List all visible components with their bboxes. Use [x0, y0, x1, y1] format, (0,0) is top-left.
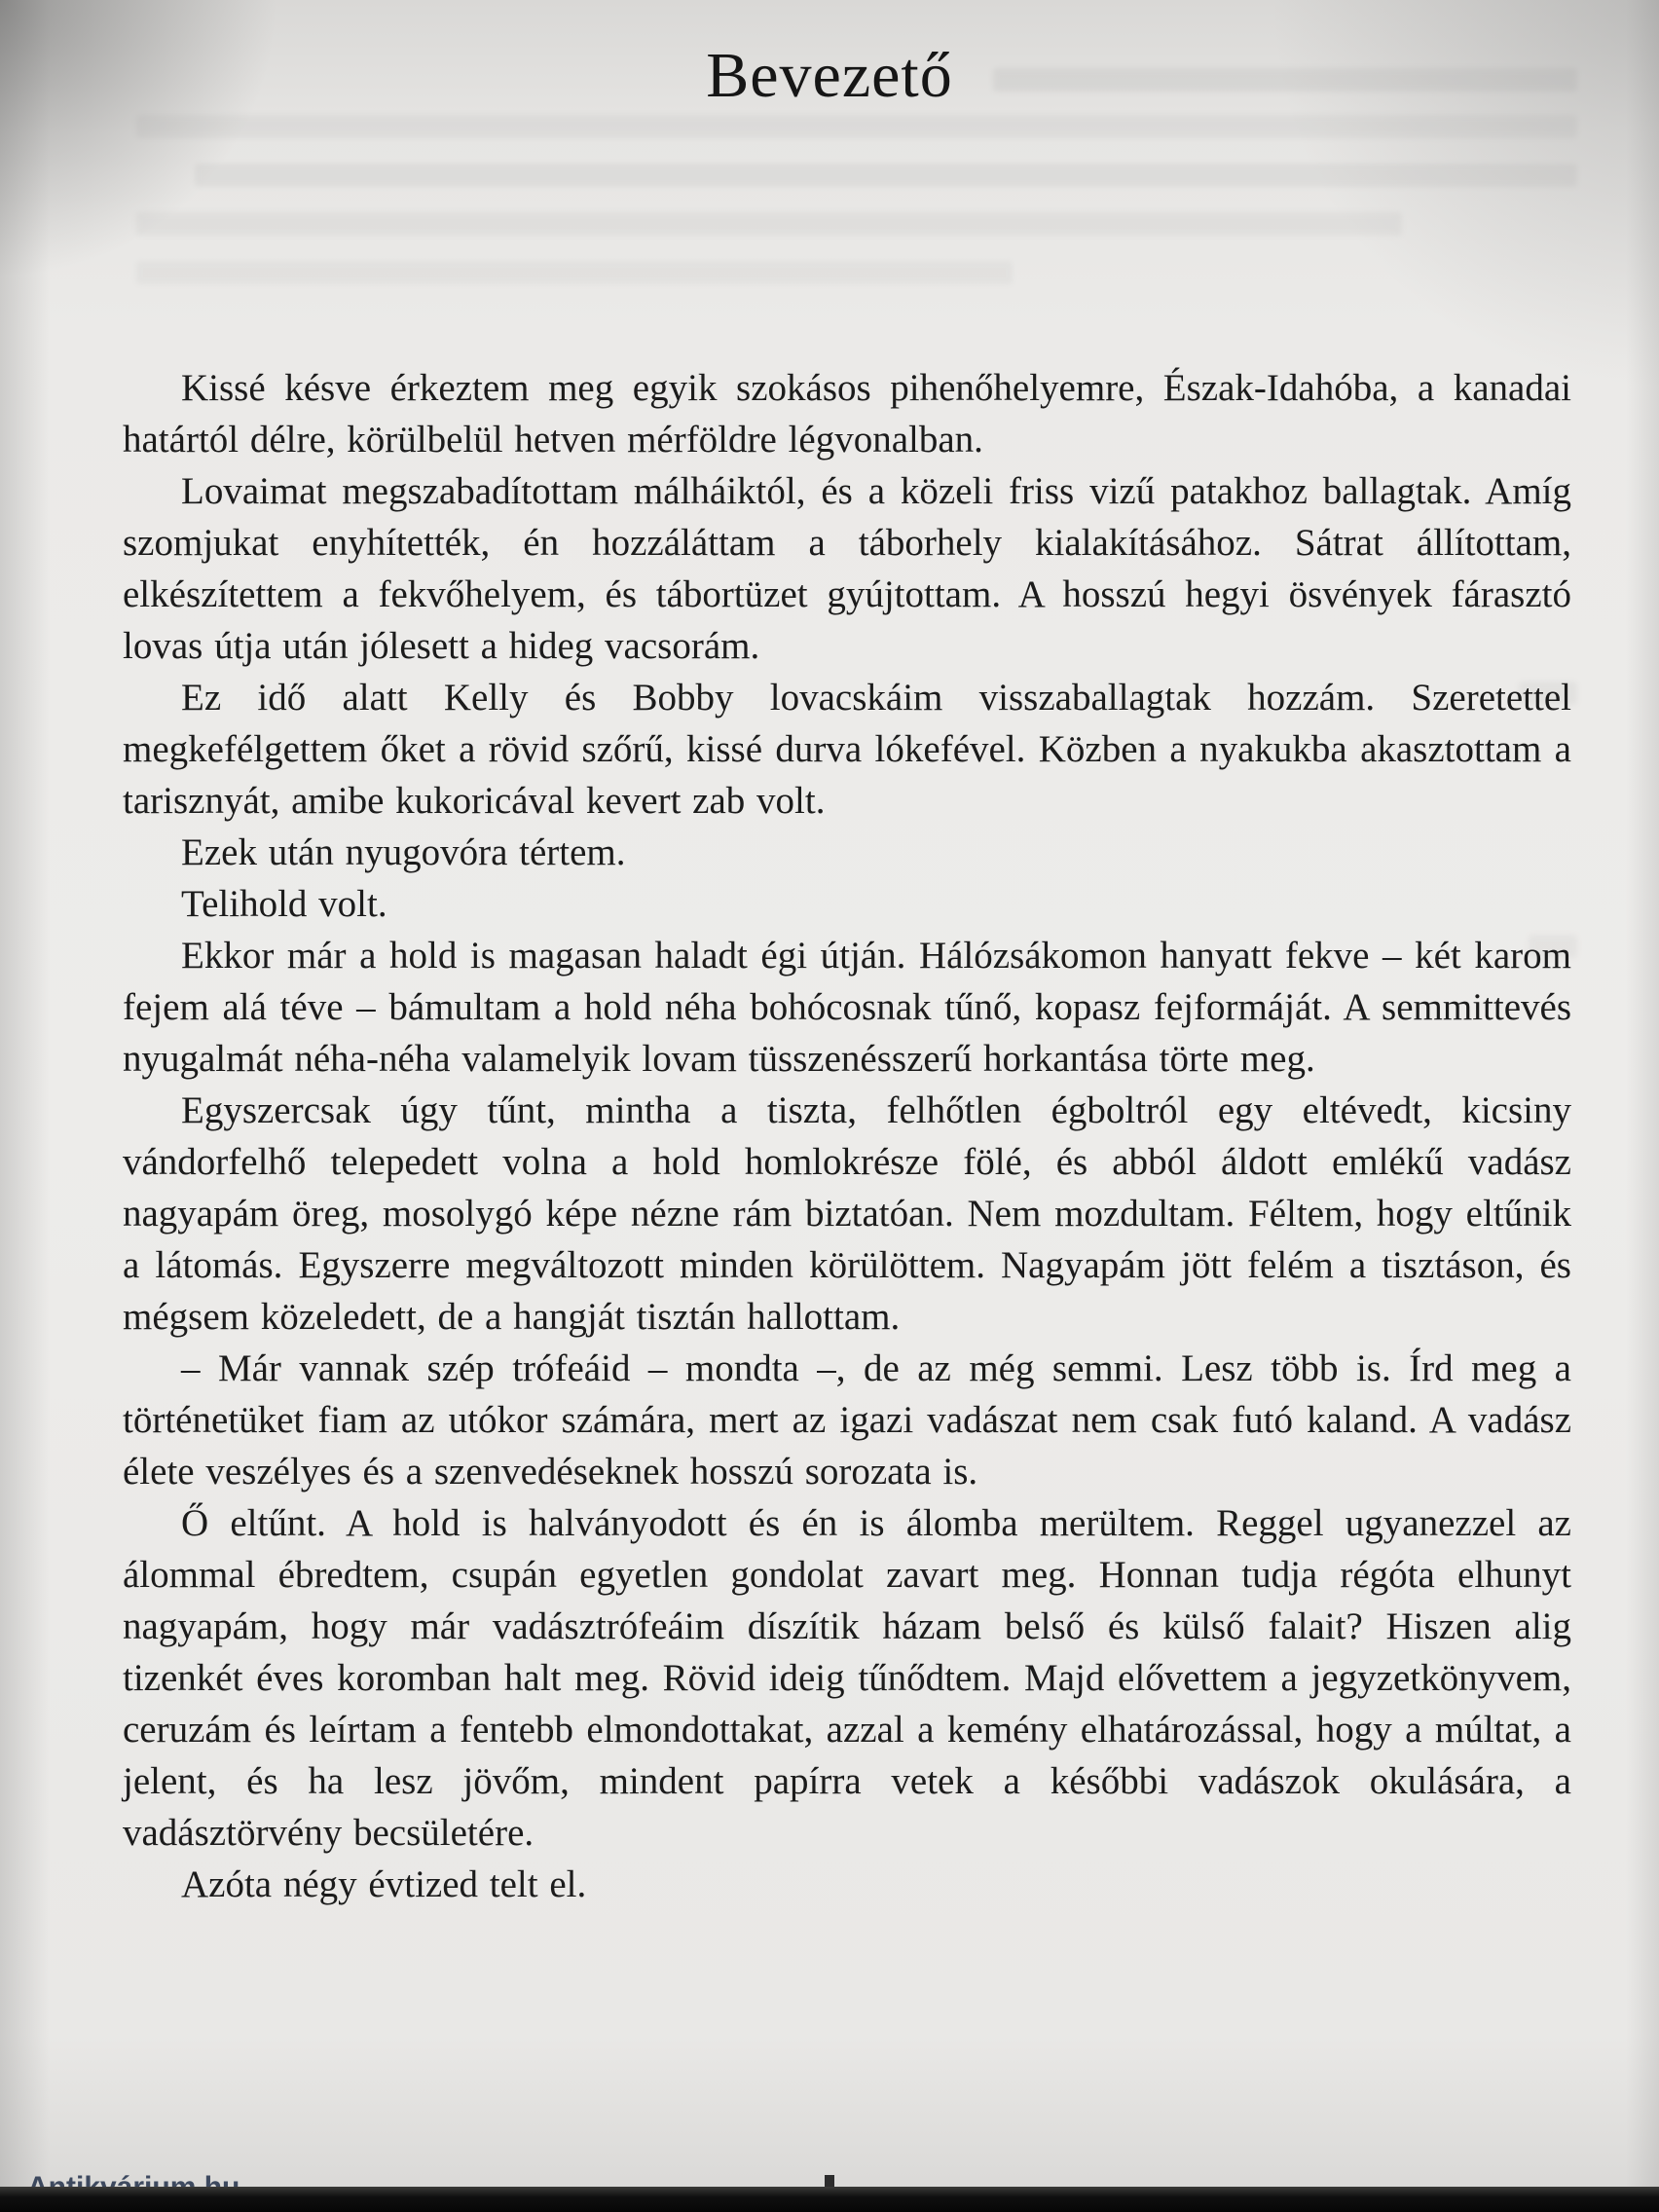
bleedthrough-line	[195, 164, 1577, 187]
bleedthrough-line	[136, 115, 1577, 138]
paragraph: Ezek után nyugovóra tértem.	[181, 831, 626, 873]
paragraph: Kissé késve érkeztem meg egyik szokásos pihenőhelyemre, Észak-Idahóba, a kanadai határtól délre, körülbelül hetven mérföldre légvonalban.	[123, 367, 1571, 461]
paragraph: Azóta négy évtized telt el.	[181, 1863, 587, 1905]
page-title: Bevezető	[706, 40, 953, 111]
paragraph: Lovaimat megszabadítottam málháiktól, és a közeli friss vizű patakhoz ballagtak. Amíg szomjukat enyhítették, én hozzáláttam a táborhely kialakításához. Sátrat állítottam, elkészítettem a fekvőhelyem, és tábortüzet gyújtottam. A hosszú hegyi ösvények fárasztó lovas útja után jólesett a hideg vacsorám.	[123, 470, 1571, 667]
paragraph: Ekkor már a hold is magasan haladt égi útján. Hálózsákomon hanyatt fekve – két karom fejem alá téve – bámultam a hold néha bohócosnak tűnő, kopasz fejformáját. A semmittevés nyugalmát néha-néha valamelyik lovam tüsszenésszerű horkantása törte meg.	[123, 935, 1571, 1080]
paragraph: – Már vannak szép trófeáid – mondta –, de az még semmi. Lesz több is. Írd meg a történetüket fiam az utókor számára, mert az igazi vadászat nem csak futó kaland. A vadász élete veszélyes és a szenvedéseknek hosszú sorozata is.	[123, 1347, 1571, 1493]
paragraph: Ő eltűnt. A hold is halványodott és én is álomba merültem. Reggel ugyanezzel az álommal ébredtem, csupán egyetlen gondolat zavart meg. Honnan tudja régóta elhunyt nagyapám, hogy már vadásztrófeáim díszítik házam belső és külső falait? Hiszen alig tizenkét éves koromban halt meg. Rövid ideig tűnődtem. Majd elővettem a jegyzetkönyvem, ceruzám és leírtam a fentebb elmondottakat, azzal a kemény elhatározással, hogy a múltat, a jelent, és ha lesz jövőm, mindent papírra vetek a későbbi vadászok okulására, a vadásztörvény becsületére.	[123, 1502, 1571, 1854]
paragraph: Ez idő alatt Kelly és Bobby lovacskáim visszaballagtak hozzám. Szeretettel megkefélgettem őket a rövid szőrű, kissé durva lókefével. Közben a nyakukba akasztottam a tarisznyát, amibe kukoricával kevert zab volt.	[123, 677, 1571, 822]
paragraph: Telihold volt.	[181, 883, 387, 925]
paragraph: Egyszercsak úgy tűnt, mintha a tiszta, felhőtlen égboltról egy eltévedt, kicsiny vándorfelhő telepedett volna a hold homlokrésze fölé, és abból áldott emlékű vadász nagyapám öreg, mosolygó képe nézne rám biztatóan. Nem mozdultam. Féltem, hogy eltűnik a látomás. Egyszerre megváltozott minden körülöttem. Nagyapám jött felém a tisztáson, és mégsem közeledett, de a hangját tisztán hallottam.	[123, 1089, 1571, 1338]
bleedthrough-line	[136, 212, 1402, 236]
scan-edge-bottom	[0, 2187, 1659, 2212]
bleedthrough-line	[136, 261, 1013, 284]
page-body	[123, 362, 1571, 1910]
